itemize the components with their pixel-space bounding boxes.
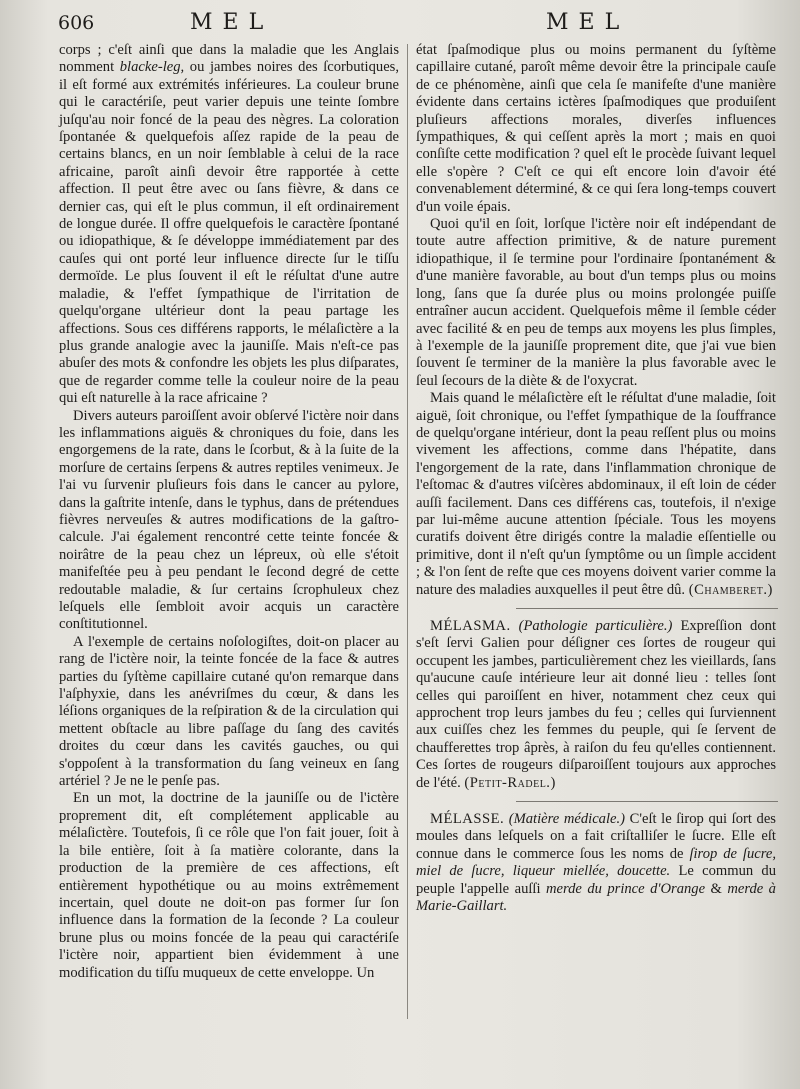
page-number: 606 (58, 12, 95, 34)
right-column (416, 42, 776, 916)
article-class: (Pathologie particulière.) (518, 618, 673, 634)
paragraph: corps ; c'eſt ainſi que dans la maladie que les Anglais nomment blacke-leg, ou jambes noires des ſcorbutiques, il eſt formé aux extrémités inférieures. La couleur brune qui le caractériſe, peut varier depuis une teinte ſombre juſqu'au noir foncé de la peau des nègres. La coloration ſpontanée & quelquefois aſſez rapide de la peau de certains blancs, en un noir ſemblable à celui de la race africaine, paroît ainſi devoir être rapportée à cette affection. Il peut être avec ou ſans fièvre, & dans ce dernier cas, qui eſt le plus commun, il eſt ordinairement de longue durée. Il offre quelquefois le caractère ſpontané ou idiopathique, & ſe développe immédiatement par des cauſes qui ont porté leur influence directe ſur le tiſſu dermoïde. Le plus ſouvent il eſt le réſultat d'une autre maladie, & l'effet ſympathique de l'irritation de quelqu'organe ultérieur dont la peau partage les affections. Sous ces différens rapports, le mélaſictère a la plus grande analogie avec la jauniſſe. Mais n'eſt-ce pas abuſer des mots & confondre les objets les plus diſparates, que de regarder comme telle la couleur noire de la peau qui eſt naturelle à la race africaine ? (59, 42, 400, 407)
headword: MÉLASSE. (430, 811, 505, 828)
paragraph: état ſpaſmodique plus ou moins permanent du ſyſtème capillaire cutané, paroît même devoir être la principale cauſe de ce phénomène, ainſi que cela ſe manifeſte d'une manière évidente dans certains ictères ſpaſmodiques que produiſent pluſieurs affections morales, diverſes influences ſympathiques, & qui ceſſent après la mort ; mais en quoi conſiſte cette modification ? quel eſt le procède ſuivant lequel elle s'opère ? C'eſt ce qui eſt encore loin d'avoir été convenablement déterminé, & ce qui ſera long-temps couvert d'un voile épais. (416, 42, 776, 215)
running-head-right: MEL (546, 10, 630, 35)
paragraph: Mais quand le mélaſictère eſt le réſultat d'une maladie, ſoit aiguë, ſoit chronique, ou l'effet ſympathique de la ſouffrance de quelqu'organe intérieur, dont la peau reſſent plus ou moins vivement les affections, comme dans l'hépatite, dans l'engorgement de la rate, dans l'inflammation chronique de l'eſtomac & d'autres viſcères abdominaux, il eſt loin de céder auſſi facilement. Dans ces différens cas, toutefois, il n'exige par lui-même aucune attention ſpéciale. Tous les moyens curatifs doivent être dirigés contre la maladie eſſentielle ou primitive, dont il n'eſt qu'un ſymptôme ou un ſimple accident ; & l'on ſent de reſte que ces moyens doivent varier comme la nature des maladies auxquelles il peut être dû. (Chamberet.) (416, 390, 776, 598)
paragraph: Divers auteurs paroiſſent avoir obſervé l'ictère noir dans les inflammations aiguës & chroniques du foie, dans les engorgemens de la rate, dans le ſcorbut, & à la ſuite de la morſure de certains ſerpens & autres reptiles venimeux. Je l'ai vu ſurvenir pluſieurs fois dans le cancer au pylore, dans la gaſtrite intenſe, dans le typhus, dans de prétendues fièvres nerveuſes & autres modifications de la gaſtro-calcule. J'ai également rencontré cette teinte foncée & noirâtre de la peau chez un lépreux, où elle s'étoit manifeſtée peu à peu pendant le ſecond degré de cette redoutable maladie, & ſur certains ſcrophuleux chez leſquels elle ſembloit avoir acquis un caractère conſtitutionnel. (59, 407, 399, 633)
column-divider (407, 44, 408, 1019)
author-signature: (Chamberet.) (688, 581, 773, 598)
article-melasma: MÉLASMA. (Pathologie particulière.) Expreſſion dont s'eſt ſervi Galien pour déſigner ces ſortes de rougeur qui occupent les jambes, particulièrement chez les vieillards, ſans qu'aucune cauſe intérieure leur ait donné lieu : telles ſont celles qui paroiſſent en hiver, notamment chez ceux qui approchent trop leurs jambes du feu ; celles qui ſurviennent aux cuiſſes chez les femmes du peuple, qui ſe ſervent de chaufferettes trop âprès, à raiſon du feu qu'elles contiennent. Ces ſortes de rougeurs diſparoiſſent toujours aux approches de l'été. (Petit-Radel.) (416, 618, 776, 791)
article-separator (516, 801, 778, 802)
headword: MÉLASMA. (430, 618, 511, 634)
author-signature: (Petit-Radel.) (464, 774, 556, 791)
page-header (0, 10, 800, 38)
article-class: (Matière médicale.) (508, 811, 626, 828)
article-melasse: MÉLASSE. (Matière médicale.) C'eſt le ſirop qui ſort des moules dans leſquels on a fait criſtalliſer le ſucre. Elle eſt connue dans le commerce ſous les noms de ſirop de ſucre, miel de ſucre, liqueur miellée, doucette. Le commun du peuple l'appelle auſſi merde du prince d'Orange & merde à Marie-Gaillart. (416, 811, 777, 915)
paragraph: En un mot, la doctrine de la jauniſſe ou de l'ictère proprement dit, eſt complétement applicable au mélaſictère. Toutefois, ſi ce rôle que l'on fait jouer, ſoit à la bile entière, ſoit à ſa matière colorante, dans la production de la première de ces affections, eſt entièrement hypothétique ou au moins extrêmement incertain, quel doute ne doit-on pas former ſur ſon influence dans la formation de la ſeconde ? La couleur brune plus ou moins foncée de la peau qui caractériſe l'ictère noir, appartient bien évidemment à une modification du tiſſu muqueux de cette enveloppe. Un (59, 790, 399, 981)
paragraph: A l'exemple de certains noſologiſtes, doit-on placer au rang de l'ictère noir, la teinte foncée de la face & autres parties du ſyſtème capillaire cutané qu'on remarque dans l'aſphyxie, dans les anévriſmes du cœur, & dans les léſions organiques de la reſpiration & de la circulation qui mettent obſtacle au libre paſſage du ſang des cavités droites du cœur dans les cavités gauches, ou qui s'oppoſent à la transformation du ſang veineux en ſang artériel ? Je ne le penſe pas. (59, 633, 399, 790)
left-column (59, 42, 399, 982)
article-separator (516, 608, 778, 609)
running-head-left: MEL (190, 10, 274, 35)
paragraph: Quoi qu'il en ſoit, lorſque l'ictère noir eſt indépendant de toute autre affection primitive, & de nature purement idiopathique, il ſe termine pour l'ordinaire ſpontanément & d'une manière favorable, au bout d'un temps plus ou moins long, ſans que ſa durée plus ou moins prolongée puiſſe entraîner aucun accident. Quelquefois même il ſemble céder avec facilité & en peu de temps aux moyens les plus ſimples, à l'exemple de la jauniſſe proprement dite, que j'ai vue bien ſouvent ſe terminer de la manière la plus favorable avec le ſeul ſecours de la diète & de l'oxycrat. (416, 216, 776, 389)
